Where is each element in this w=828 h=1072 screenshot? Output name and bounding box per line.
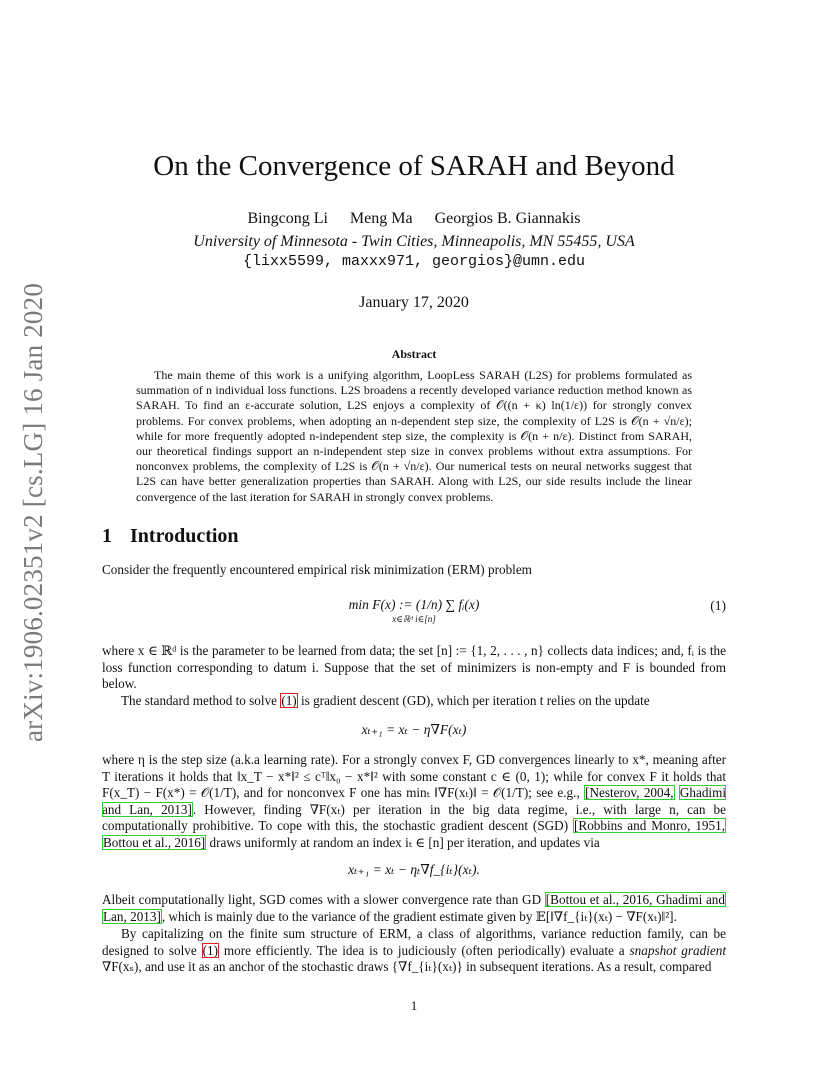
paragraph-3-text-a: The standard method to solve bbox=[121, 693, 281, 708]
abstract-text: The main theme of this work is a unifying algorithm, LoopLess SARAH (L2S) for problems formulated as summation of n individual loss functions. L2S broadens a recently developed variance reduction method known as SARAH. To find an ε-accurate solution, L2S enjoys a complexity of 𝒪((n + κ) ln(1/ε)) for strongly convex problems. For convex problems, when adopting an n-dependent step size, the complexity of L2S is 𝒪(n + √n/ε); while for more frequently adopted n-independent step size, the complexity is 𝒪(n + n/ε). Distinct from SARAH, our theoretical findings support an n-independent step size in convex problems without extra assumptions. For nonconvex problems, the complexity of L2S is 𝒪(n + √n/ε). Our numerical tests on neural networks suggest that L2S can have better generalization properties than SARAH. Along with L2S, our side results include the linear convergence of the last iteration for SARAH in strongly convex problems. bbox=[136, 368, 692, 504]
equation-ref-link-2[interactable]: (1) bbox=[202, 942, 218, 958]
paragraph-4-text-c: draws uniformly at random an index iₜ ∈ [n] per iteration, and updates via bbox=[206, 834, 600, 850]
equation-1-number: (1) bbox=[710, 598, 726, 613]
paragraph-4-text-b: . However, finding ∇F(xₜ) per iteration in the big data regime, i.e., with large n, can be computationally prohibitive. To cope with this, the stochastic gradient descent (SGD) bbox=[102, 801, 726, 834]
equation-gd-update: xₜ₊₁ = xₜ − η∇F(xₜ) bbox=[361, 722, 467, 737]
paragraph-3-text-b: is gradient descent (GD), which per iteration t relies on the update bbox=[297, 693, 650, 708]
author-list bbox=[0, 210, 828, 228]
paragraph-5 bbox=[102, 892, 726, 925]
page-number: 1 bbox=[410, 998, 418, 1013]
citation-bottou[interactable]: Bottou et al., 2016] bbox=[103, 834, 206, 850]
intro-paragraph-1: Consider the frequently encountered empirical risk minimization (ERM) problem bbox=[102, 562, 532, 577]
paragraph-4 bbox=[102, 752, 726, 852]
citation-bottou-ghadimi[interactable]: [Bottou et al., 2016, Ghadimi and bbox=[545, 892, 725, 907]
author-emails: {lixx5599, maxxx971, georgios}@umn.edu bbox=[242, 253, 586, 270]
paragraph-4-text-a: where η is the step size (a.k.a learning rate). For a strongly convex F, GD convergences linearly to x*, meaning after T iterations it holds that ‖x_T − x*‖² ≤ cᵀ‖x₀ − x*‖² with some constant c ∈ (0, 1); while for convex F it holds that F(x_T) − F(x*) = 𝒪(1/T), and for nonconvex F one has minₜ ‖∇F(xₜ)‖ = 𝒪(1/T); see e.g., bbox=[102, 752, 726, 801]
section-heading bbox=[102, 525, 239, 548]
author-3: Georgios B. Giannakis bbox=[434, 210, 581, 227]
paragraph-5-text-b: , which is mainly due to the variance of the gradient estimate given by 𝔼[‖∇f_{iₜ}(xₜ) − ∇F(xₜ)‖²]. bbox=[161, 908, 677, 924]
arxiv-identifier: arXiv:1906.02351v2 [cs.LG] 16 Jan 2020 bbox=[18, 282, 48, 742]
author-2: Meng Ma bbox=[349, 210, 413, 227]
paragraph-6-text-c: ∇F(xₛ), and use it as an anchor of the stochastic draws {∇f_{iₜ}(xₜ)} in subsequent iterations. As a result, compared bbox=[102, 959, 712, 975]
paper-date: January 17, 2020 bbox=[359, 294, 469, 311]
equation-ref-link[interactable]: (1) bbox=[281, 693, 297, 708]
affiliation: University of Minnesota - Twin Cities, Minneapolis, MN 55455, USA bbox=[193, 233, 635, 250]
citation-ghadimi-lan[interactable]: Ghadimi and Lan, 2013] bbox=[102, 785, 726, 817]
equation-1-body: min F(x) := (1/n) ∑ fᵢ(x) bbox=[348, 597, 480, 612]
author-1: Bingcong Li bbox=[247, 210, 328, 227]
paper-title: On the Convergence of SARAH and Beyond bbox=[153, 150, 675, 182]
paragraph-3 bbox=[102, 693, 726, 710]
paragraph-6-emphasis: snapshot gradient bbox=[629, 942, 726, 958]
paragraph-6 bbox=[102, 926, 726, 976]
paragraph-6-text-b: more efficiently. The idea is to judiciously (often periodically) evaluate a bbox=[219, 942, 630, 958]
abstract-heading: Abstract bbox=[391, 347, 437, 361]
citation-robbins-monro[interactable]: [Robbins and Monro, 1951, bbox=[574, 818, 725, 834]
section-number: 1 bbox=[102, 525, 112, 547]
paragraph-5-text-a: Albeit computationally light, SGD comes with a slower convergence rate than GD bbox=[102, 892, 545, 907]
equation-1 bbox=[102, 597, 726, 625]
citation-lan[interactable]: Lan, 2013] bbox=[103, 908, 161, 924]
section-title: Introduction bbox=[130, 525, 239, 547]
equation-1-subscripts: x∈ℝᵈ i∈[n] bbox=[392, 614, 436, 624]
paragraph-2: where x ∈ ℝᵈ is the parameter to be learned from data; the set [n] := {1, 2, . . . , n} collects data indices; and, fᵢ is the loss function corresponding to datum i. Suppose that the set of minimizers is non-empty and F is bounded from below. bbox=[102, 643, 726, 692]
equation-sgd-update: xₜ₊₁ = xₜ − ηₜ∇f_{iₜ}(xₜ). bbox=[348, 862, 480, 877]
paragraph-6-text-a: By capitalizing on the finite sum structure of ERM, a class of algorithms, variance reduction family, can be designed to solve bbox=[102, 926, 726, 958]
citation-nesterov[interactable]: [Nesterov, 2004, bbox=[585, 785, 674, 801]
